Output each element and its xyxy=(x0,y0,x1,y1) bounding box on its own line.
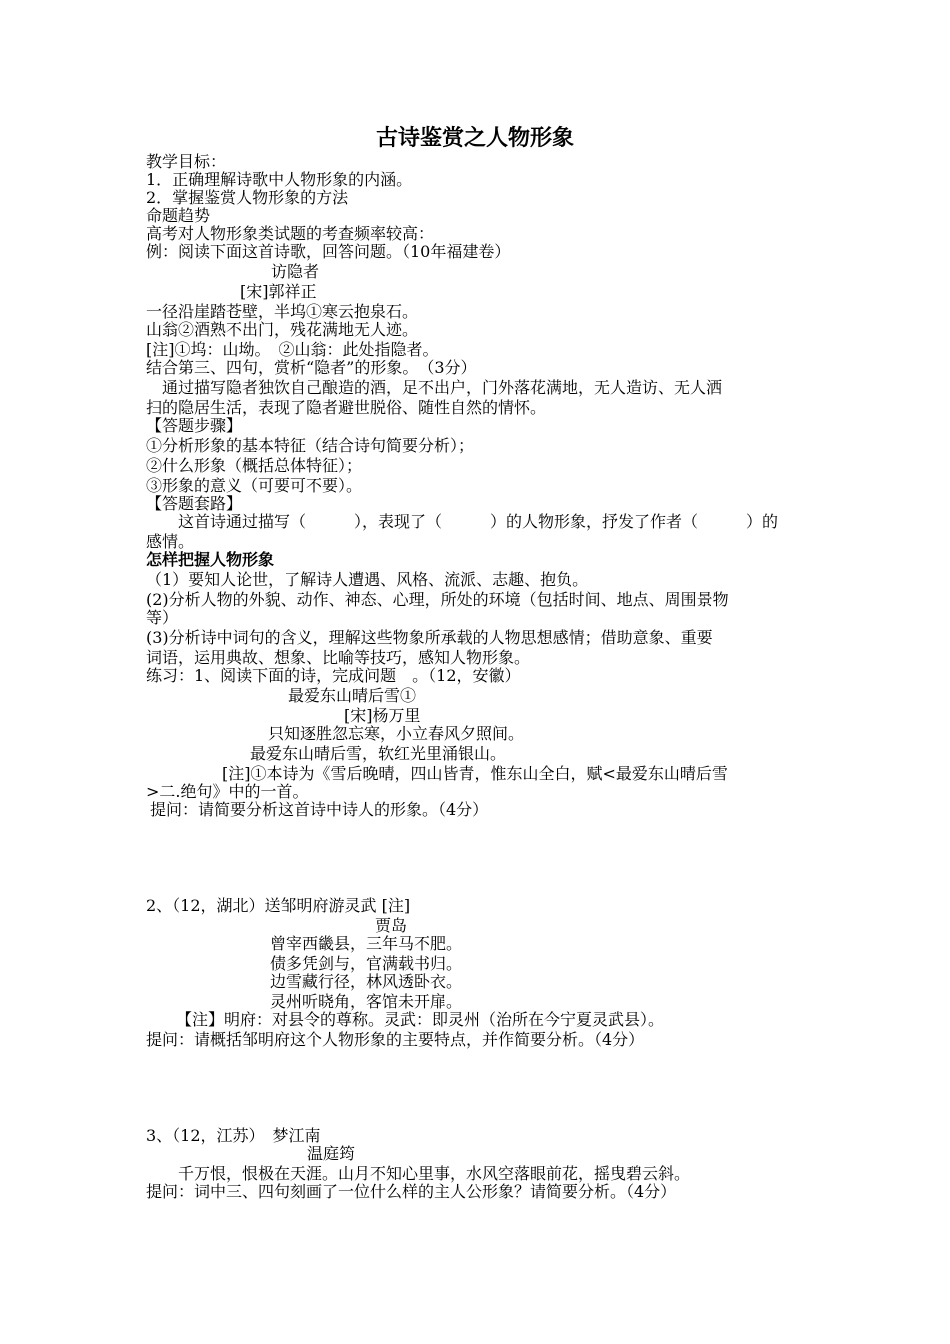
exercise2-prompt: 2、（12，湖北）送邹明府游灵武 [注] xyxy=(146,896,411,915)
exercise1-question: 提问：请简要分析这首诗中诗人的形象。（4分） xyxy=(150,800,489,819)
poem2-line2: 最爱东山晴后雪，软红光里涌银山。 xyxy=(250,744,507,763)
poem3-line2: 债多凭剑与，官满载书归。 xyxy=(270,954,463,973)
poem4-author: 温庭筠 xyxy=(307,1144,356,1163)
poem2-note-line2: >二.绝句》中的一首。 xyxy=(146,782,309,801)
exercise3-question: 提问：词中三、四句刻画了一位什么样的主人公形象？请简要分析。（4分） xyxy=(146,1182,677,1201)
trend-heading: 命题趋势 xyxy=(146,206,211,225)
grasp-point-1: （1）要知人论世，了解诗人遭遇、风格、流派、志趣、抱负。 xyxy=(146,570,589,589)
poem3-author: 贾岛 xyxy=(375,916,408,935)
trend-text: 高考对人物形象类试题的考查频率较高： xyxy=(146,224,435,243)
template-line2: 感情。 xyxy=(146,532,195,551)
example-question: 结合第三、四句，赏析“隐者”的形象。 （3分） xyxy=(146,358,477,377)
teaching-goals-heading: 教学目标： xyxy=(146,152,227,171)
example-answer-line1: 通过描写隐者独饮自己酿造的酒，足不出户，门外落花满地，无人造访、无人洒 xyxy=(146,378,723,397)
poem1-author: [宋]郭祥正 xyxy=(240,282,317,301)
step-3: ③形象的意义（可要可不要）。 xyxy=(146,476,363,495)
poem2-author: [宋]杨万里 xyxy=(344,706,421,725)
poem1-title: 访隐者 xyxy=(271,262,320,281)
grasp-heading: 怎样把握人物形象 xyxy=(146,550,275,569)
poem1-line1: 一径沿崖踏苍壁，半坞①寒云抱泉石。 xyxy=(146,302,419,321)
poem2-title: 最爱东山晴后雪① xyxy=(288,686,417,705)
goal-2: 2．掌握鉴赏人物形象的方法 xyxy=(146,188,349,207)
exercise2-question: 提问：请概括邹明府这个人物形象的主要特点，并作简要分析。（4分） xyxy=(146,1030,645,1049)
grasp-point-2-line2: 等） xyxy=(146,608,179,627)
example-answer-line2: 扫的隐居生活，表现了隐者避世脱俗、随性自然的情怀。 xyxy=(146,398,547,417)
grasp-point-3-line1: (3)分析诗中词句的含义，理解这些物象所承载的人物思想感情；借助意象、重要 xyxy=(146,628,713,647)
poem3-line1: 曾宰西畿县，三年马不肥。 xyxy=(270,934,463,953)
page-title: 古诗鉴赏之人物形象 xyxy=(375,125,574,151)
grasp-point-3-line2: 词语，运用典故、想象、比喻等技巧，感知人物形象。 xyxy=(146,648,531,667)
grasp-point-2-line1: (2)分析人物的外貌、动作、神态、心理，所处的环境（包括时间、地点、周围景物 xyxy=(146,590,729,609)
poem4-text: 千万恨，恨极在天涯。山月不知心里事，水风空落眼前花，摇曳碧云斜。 xyxy=(178,1164,691,1183)
template-line1: 这首诗通过描写（ ），表现了（ ）的人物形象，抒发了作者（ ）的 xyxy=(146,512,779,531)
exercise1-prompt: 练习：1、阅读下面的诗，完成问题 。（12，安徽） xyxy=(146,666,521,685)
template-heading: 【答题套路】 xyxy=(146,494,243,513)
poem2-note-line1: [注]①本诗为《雪后晚晴，四山皆青，惟东山全白，赋<最爱东山晴后雪 xyxy=(222,764,728,783)
poem1-line2: 山翁②酒熟不出门，残花满地无人迹。 xyxy=(146,320,419,339)
poem3-line3: 边雪藏行径，林风透卧衣。 xyxy=(270,972,463,991)
poem3-line4: 灵州听晓角，客馆未开扉。 xyxy=(270,992,463,1011)
poem2-line1: 只知逐胜忽忘寒，小立春风夕照间。 xyxy=(268,724,525,743)
example-prompt: 例：阅读下面这首诗歌，回答问题。（10年福建卷） xyxy=(146,242,511,261)
step-1: ①分析形象的基本特征（结合诗句简要分析）； xyxy=(146,436,475,455)
steps-heading: 【答题步骤】 xyxy=(146,416,243,435)
exercise3-prompt: 3、（12，江苏） 梦江南 xyxy=(146,1126,321,1145)
poem1-notes: [注]①坞：山坳。 ②山翁：此处指隐者。 xyxy=(146,340,439,359)
poem3-note: 【注】明府：对县令的尊称。灵武：即灵州（治所在今宁夏灵武县）。 xyxy=(176,1010,665,1029)
goal-1: 1．正确理解诗歌中人物形象的内涵。 xyxy=(146,170,413,189)
step-2: ②什么形象（概括总体特征）； xyxy=(146,456,363,475)
